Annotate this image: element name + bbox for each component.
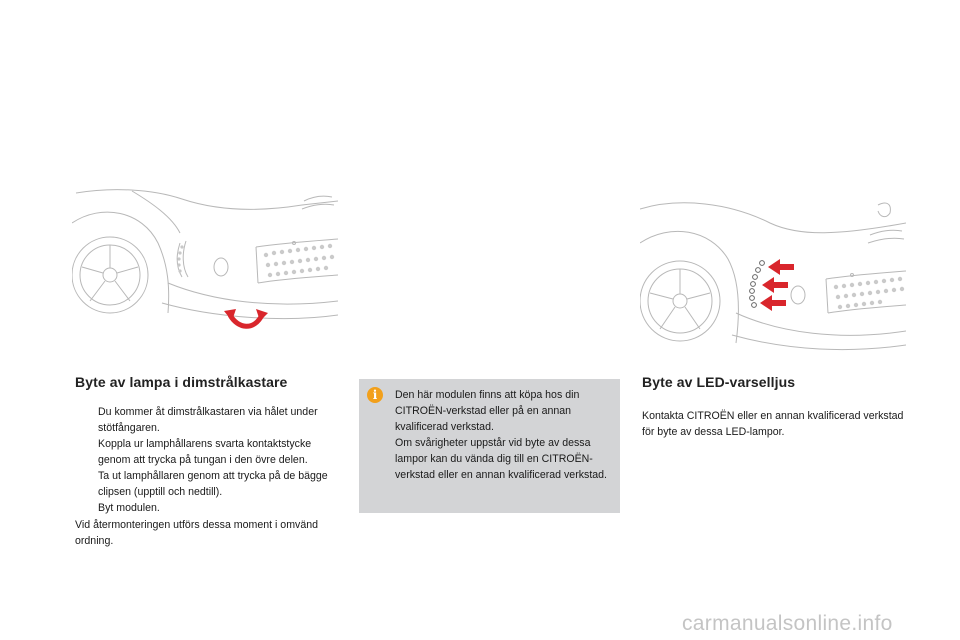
led-instruction: Kontakta CITROËN eller en annan kvalificerad verkstad för byte av dessa LED-lampor. [642,410,904,438]
reassembly-note: Vid återmonteringen utförs dessa moment i omvänd ordning. [75,519,318,547]
led-lights-illustration [640,183,906,361]
fog-lamp-illustration [72,183,338,333]
info-text [395,387,615,483]
step-item: Koppla ur lamphållarens svarta kontaktstycke genom att trycka på tungan i den övre delen. [98,438,312,466]
info-paragraph: Om svårigheter uppstår vid byte av dessa lampor kan du vända dig till en CITROËN-verkstad eller en annan kvalificerad verkstad. [395,437,607,481]
step-list [75,404,337,516]
info-box [359,379,620,513]
step-item: Ta ut lamphållaren genom att trycka på de bägge clipsen (upptill och nedtill). [98,470,328,498]
led-section [642,374,912,440]
section-title-led: Byte av LED-varselljus [642,374,796,390]
red-arrow-icon [760,259,794,311]
info-paragraph: Den här modulen finns att köpa hos din CITROËN-verkstad eller på en annan kvalificerad verkstad. [395,389,580,433]
step-item: Byt modulen. [98,502,160,514]
section-title-fog-lamp: Byte av lampa i dimstrålkastare [75,374,288,390]
info-icon: i [367,387,383,403]
step-item: Du kommer åt dimstrålkastaren via hålet under stötfångaren. [98,406,318,434]
watermark: carmanualsonline.info [682,612,893,635]
red-curved-arrow-icon [224,309,268,326]
fog-lamp-section [75,374,337,549]
